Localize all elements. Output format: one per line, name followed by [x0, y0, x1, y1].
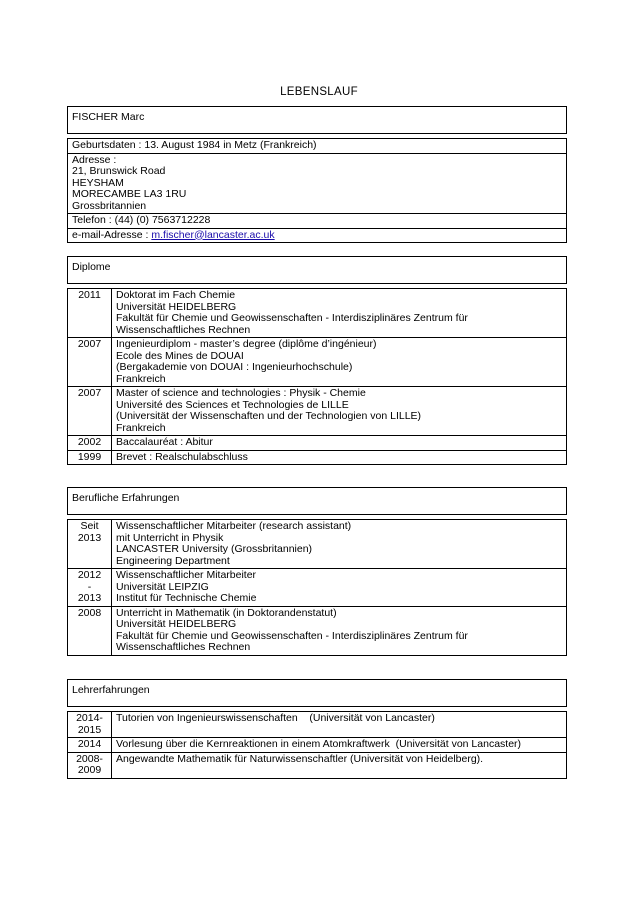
lehrer-row [68, 738, 567, 753]
diplome-line: Frankreich [116, 421, 166, 434]
beruf-line: Wissenschaftlicher Mitarbeiter (research assistant) [116, 520, 352, 532]
diplome-row [68, 436, 567, 451]
beruf-table [67, 487, 567, 656]
email-link[interactable]: m.fischer@lancaster.ac.uk [151, 228, 275, 241]
address-block [68, 153, 567, 214]
diplome-year: 2002 [68, 436, 112, 451]
diplome-line: (Bergakademie von DOUAI : Ingenieurhochschule) [116, 361, 353, 373]
lehrer-table [67, 679, 567, 779]
diplome-year: 2007 [68, 387, 112, 436]
diplome-row [68, 387, 567, 436]
lehrer-year: 2009 [77, 764, 102, 776]
beruf-line: mit Unterricht in Physik [116, 531, 224, 544]
diplome-row [68, 450, 567, 465]
diplome-line: Université des Sciences et Technologies de LILLE [116, 398, 349, 411]
beruf-row [68, 606, 567, 655]
beruf-year: - [87, 580, 92, 593]
lehrer-line: Angewandte Mathematik für Naturwissenschaftler (Universität von Heidelberg). [116, 752, 484, 765]
diplome-line: Brevet : Realschulabschluss [116, 450, 248, 463]
diplome-line: Ecole des Mines de DOUAI [116, 349, 244, 362]
diplome-line: Master of science and technologies : Physik - Chemie [116, 387, 366, 399]
diplome-line: Wissenschaftliches Rechnen [116, 323, 251, 336]
diplome-line: Doktorat im Fach Chemie [116, 289, 236, 301]
lehrer-year: 2008- [76, 752, 103, 765]
page-title: LEBENSLAUF [280, 86, 358, 98]
diplome-table [67, 256, 567, 465]
beruf-line: Wissenschaftlicher Mitarbeiter [116, 569, 257, 581]
beruf-year: 2013 [77, 531, 102, 544]
lehrer-year: 2014 [77, 738, 102, 750]
beruf-line: Institut für Technische Chemie [116, 592, 257, 604]
lehrer-year: 2014- [76, 712, 103, 724]
lehrer-heading: Lehrerfahrungen [68, 680, 567, 707]
lehrer-row [68, 752, 567, 778]
beruf-line: Wissenschaftliches Rechnen [116, 641, 251, 653]
diplome-line: (Universität der Wissenschaften und der Technologien von LILLE) [116, 410, 422, 422]
birth-data: Geburtsdaten : 13. August 1984 in Metz (Frankreich) [68, 139, 567, 154]
address-line: 21, Brunswick Road [72, 165, 166, 177]
lehrer-year: 2015 [77, 723, 102, 736]
beruf-line: Unterricht in Mathematik (in Doktorandenstatut) [116, 606, 337, 619]
diplome-row [68, 338, 567, 387]
phone: Telefon : (44) (0) 7563712228 [68, 214, 567, 229]
diplome-year: 2011 [68, 289, 112, 338]
beruf-heading: Berufliche Erfahrungen [68, 488, 567, 515]
diplome-row [68, 289, 567, 338]
beruf-year: Seit [80, 520, 99, 532]
beruf-year: 2008 [77, 606, 102, 619]
diplome-line: Universität HEIDELBERG [116, 300, 237, 313]
diplome-line: Ingenieurdiplom - master’s degree (diplôme d’ingénieur) [116, 338, 377, 350]
lehrer-line: Tutorien von Ingenieurswissenschaften (Universität von Lancaster) [116, 712, 435, 724]
lehrer-line: Vorlesung über die Kernreaktionen in einem Atomkraftwerk (Universität von Lancaster) [116, 738, 522, 750]
address-line: HEYSHAM [72, 176, 124, 189]
diplome-heading: Diplome [68, 257, 567, 284]
diplome-year: 1999 [68, 450, 112, 465]
address-label: Adresse : [72, 153, 117, 166]
diplome-line: Fakultät für Chemie und Geowissenschaften - Interdisziplinäres Zentrum für [116, 312, 468, 324]
beruf-line: Universität HEIDELBERG [116, 618, 237, 630]
address-line: Grossbritannien [72, 199, 147, 212]
address-line: MORECAMBE LA3 1RU [72, 188, 187, 200]
email-row [68, 228, 567, 243]
person-name: FISCHER Marc [68, 107, 567, 134]
beruf-year: 2012 [77, 569, 102, 581]
beruf-year: 2013 [77, 592, 102, 604]
email-label: e-mail-Adresse : [72, 228, 152, 241]
personal-info-table [67, 106, 567, 243]
diplome-line: Frankreich [116, 372, 166, 385]
lehrer-row [68, 712, 567, 738]
beruf-row [68, 569, 567, 607]
beruf-line: Fakultät für Chemie und Geowissenschaften - Interdisziplinäres Zentrum für [116, 629, 468, 642]
beruf-line: Engineering Department [116, 554, 230, 567]
beruf-row [68, 520, 567, 569]
beruf-line: LANCASTER University (Grossbritannien) [116, 543, 313, 555]
diplome-year: 2007 [68, 338, 112, 387]
diplome-line: Baccalauréat : Abitur [116, 436, 213, 448]
beruf-line: Universität LEIPZIG [116, 580, 209, 593]
